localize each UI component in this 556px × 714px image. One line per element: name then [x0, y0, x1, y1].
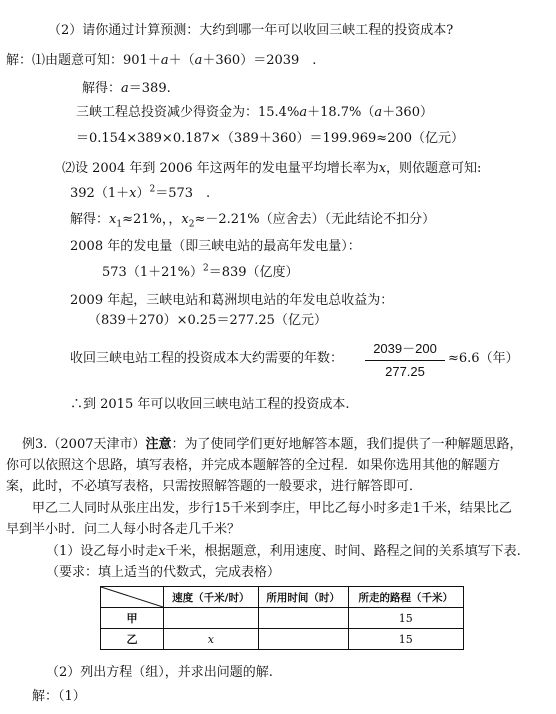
question1	[46, 543, 521, 561]
diagonal-line	[101, 587, 163, 607]
question2: （2）列出方程（组），并求出问题的解.	[46, 665, 273, 680]
solution-step-1	[6, 52, 316, 70]
cell-speed[interactable]	[164, 608, 259, 629]
var-x: x	[158, 544, 166, 559]
var-x: x	[129, 186, 137, 201]
row-label: 乙	[101, 629, 164, 650]
roots-line	[70, 211, 435, 229]
question-text: 千米，根据题意，利用速度、时间、路程之间的关系填写下表.	[165, 544, 521, 559]
combined-revenue-title: 2009 年起，三峡电站和葛洲坝电站的年发电总收益为：	[70, 293, 394, 308]
cell-distance: 15	[348, 629, 463, 650]
table-row	[101, 629, 464, 650]
solution-intro: 解：⑴由题意可知：901＋	[6, 53, 161, 68]
note-label: 注意	[145, 437, 172, 452]
diagonal-header-cell	[101, 587, 164, 608]
reduction-calc: ＝0.154×389×0.187×（389＋360）＝199.969≈200（亿元）	[76, 131, 465, 146]
example-title: 例3.（2007天津市）	[22, 437, 146, 452]
cell-speed[interactable]: x	[164, 629, 259, 650]
example3-header	[22, 436, 523, 454]
header-speed: 速度（千米/时）	[164, 587, 259, 608]
equation-text: ）	[136, 186, 150, 201]
solution-text: ＋360）＝2039 .	[202, 53, 317, 68]
growth-text: ⑵设 2004 年到 2006 年这两年的发电量平均增长率为	[62, 161, 379, 176]
example-text: ：为了使同学们更好地解答本题，我们提供了一种解题思路，	[171, 437, 523, 452]
problem-line2: 早到半小时．问二人每小时各走几千米？	[6, 522, 241, 537]
var-a: a	[374, 105, 383, 120]
combined-revenue-calc: （839＋270）×0.25＝277.25（亿元）	[88, 313, 327, 328]
cell-time[interactable]	[258, 629, 348, 650]
solve-a-line	[82, 80, 171, 98]
example3-line2: 你可以依照这个思路，填写表格，并完成本题解答的全过程．如果你选用其他的解题方	[6, 458, 501, 473]
problem-line1: 甲乙二人同时从张庄出发，步行15千米到李庄，甲比乙每小时多走1千米，结果比乙	[32, 501, 512, 516]
var-a: a	[299, 105, 308, 120]
solve-prefix: 解得：	[82, 81, 122, 96]
solve-value: ＝389.	[128, 81, 171, 96]
payback-label: 收回三峡电站工程的投资成本大约需要的年数：	[70, 351, 344, 366]
fraction-numerator: 2039－200	[373, 341, 437, 356]
reduction-text: 三峡工程总投资减少得资金为：15.4%	[76, 105, 300, 120]
growth-setup	[62, 160, 481, 178]
example3-line3: 案，此时，不必填写表格，只需按照解答题的一般要求，进行解答即可．	[6, 479, 423, 494]
output-text: ＝839（亿度）	[208, 265, 299, 280]
reduction-line	[76, 104, 433, 122]
cell-distance: 15	[348, 608, 463, 629]
question-text: （1）设乙每小时走	[46, 544, 159, 559]
var-x2: x	[181, 212, 189, 227]
fraction-denominator: 277.25	[385, 364, 425, 379]
growth-text: ，则依题意可知:	[386, 161, 482, 176]
var-a: a	[121, 81, 129, 96]
exponent: 2	[202, 263, 209, 274]
cell-time[interactable]	[258, 608, 348, 629]
question1-requirement: （要求：填上适当的代数式，完成表格）	[46, 565, 281, 580]
roots-text: 解得：	[70, 212, 110, 227]
answer-table	[100, 586, 464, 650]
table-row	[101, 608, 464, 629]
var-a: a	[160, 53, 169, 68]
conclusion: ∴到 2015 年可以收回三峡电站工程的投资成本.	[70, 397, 350, 412]
output-2008-title: 2008 年的发电量（即三峡电站的最高年发电量）：	[70, 239, 361, 254]
reduction-text: ＋360）	[382, 105, 433, 120]
payback-result: ≈6.6（年）	[448, 351, 519, 366]
row-label: 甲	[101, 608, 164, 629]
var-x: x	[378, 161, 387, 176]
exponent: 2	[149, 184, 156, 195]
part2-question: （2）请你通过计算预测：大约到哪一年可以收回三峡工程的投资成本?	[48, 23, 454, 38]
table-header-row	[101, 587, 464, 608]
equation-text: ＝573 .	[155, 186, 211, 201]
subscript: 2	[188, 219, 195, 230]
fraction-bar	[365, 360, 445, 361]
growth-equation	[70, 185, 210, 203]
equation-text: 392（1＋	[70, 186, 130, 201]
var-x1: x	[109, 212, 117, 227]
output-2008-calc	[102, 264, 299, 282]
header-distance: 所走的路程（千米）	[348, 587, 463, 608]
output-text: 573（1＋21%）	[102, 265, 203, 280]
subscript: 1	[116, 219, 123, 230]
roots-text: ≈21%，，	[122, 212, 182, 227]
solution-text: ＋（	[168, 53, 195, 68]
answer-start: 解：（1）	[32, 689, 86, 704]
payback-fraction	[365, 340, 445, 381]
roots-text: ≈－2.21%（应舍去）（无此结论不扣分）	[194, 212, 436, 227]
reduction-text: ＋18.7%（	[307, 105, 375, 120]
var-a: a	[194, 53, 203, 68]
header-time: 所用时间（时）	[258, 587, 348, 608]
